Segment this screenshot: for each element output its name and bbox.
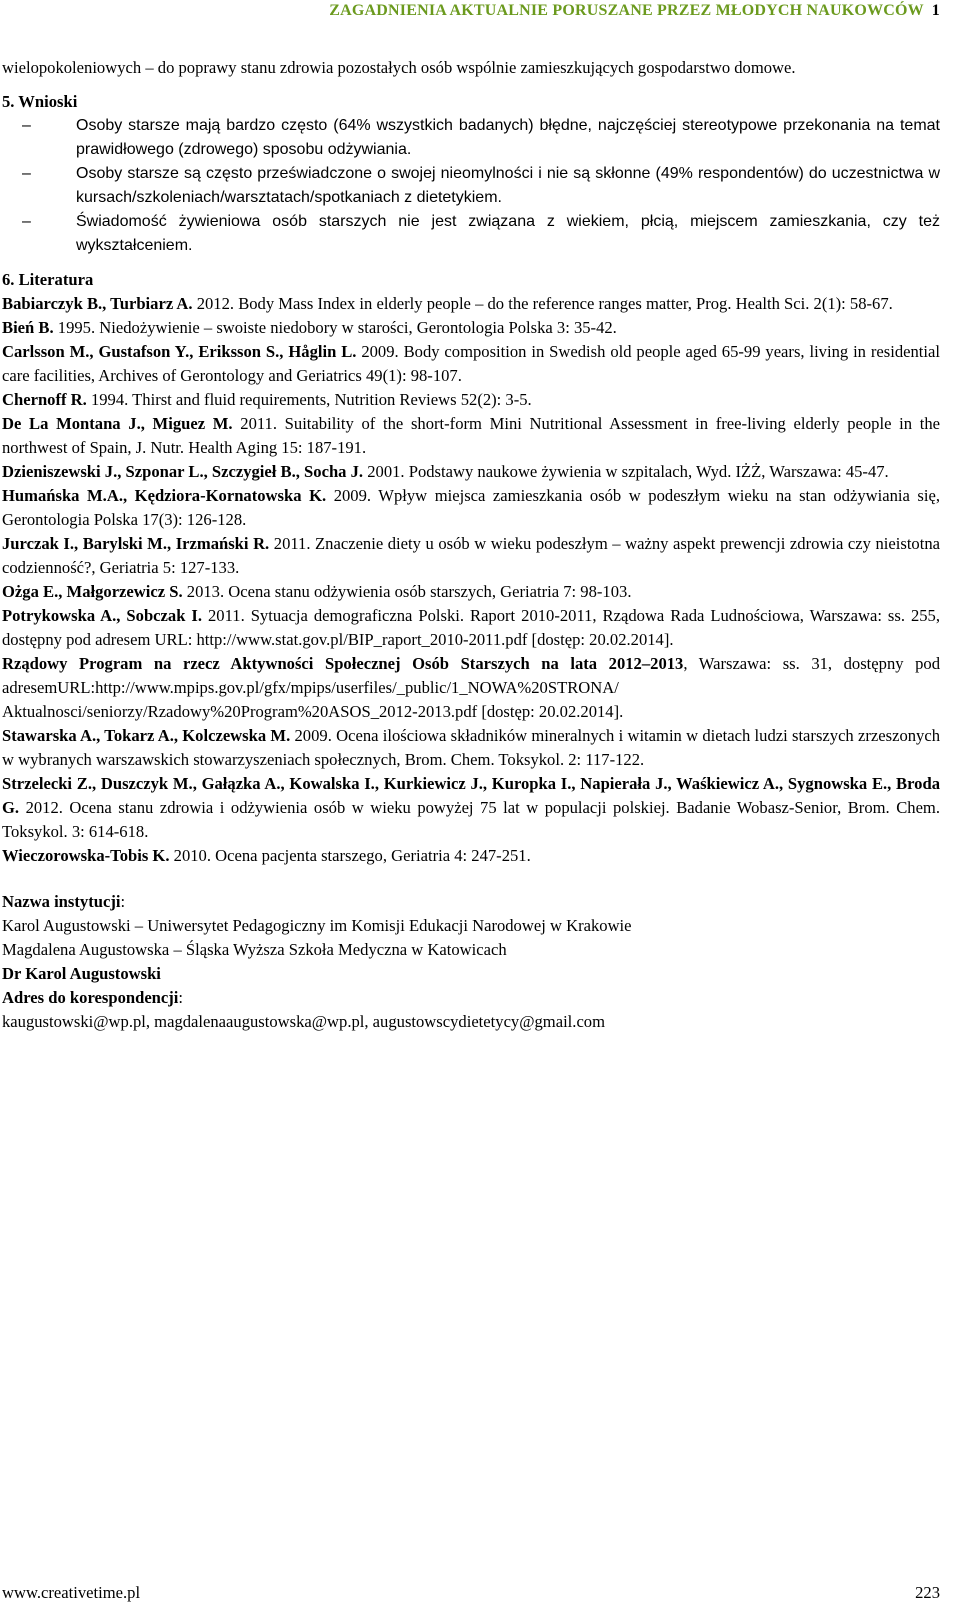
- journal-title: ZAGADNIENIA AKTUALNIE PORUSZANE PRZEZ MŁODYCH NAUKOWCÓW: [329, 2, 924, 19]
- reference-item: Ożga E., Małgorzewicz S. 2013. Ocena stanu odżywienia osób starszych, Geriatria 7: 98-103.: [2, 582, 632, 601]
- corresponding-author: Dr Karol Augustowski: [2, 964, 161, 983]
- reference-item: Jurczak I., Barylski M., Irzmański R. 2011. Znaczenie diety u osób w wieku podeszłym – ważny aspekt prewencji zdrowia czy nieistotna codzienność?, Geriatria 5: 127-133.: [2, 534, 941, 577]
- conclusions-list: [2, 114, 940, 258]
- institution-line: Karol Augustowski – Uniwersytet Pedagogiczny im Komisji Edukacji Narodowej w Krakowie: [2, 916, 632, 935]
- institution-line: Magdalena Augustowska – Śląska Wyższa Szkoła Medyczna w Katowicach: [2, 940, 507, 959]
- reference-item: Wieczorowska-Tobis K. 2010. Ocena pacjenta starszego, Geriatria 4: 247-251.: [2, 846, 531, 865]
- dash-bullet-icon: –: [22, 117, 31, 134]
- reference-item: Stawarska A., Tokarz A., Kolczewska M. 2009. Ocena ilościowa składników mineralnych i witamin w dietach ludzi starszych zrzeszonych w wybranych warszawskich stowarzyszeniach społecznych, Brom. Chem. Toksykol. 2: 117-122.: [2, 726, 940, 769]
- reference-item: Humańska M.A., Kędziora-Kornatowska K. 2009. Wpływ miejsca zamieszkania osób w podeszłym wieku na stan odżywiania się, Gerontologia Polska 17(3): 126-128.: [2, 486, 940, 529]
- literature-heading: 6. Literatura: [2, 270, 94, 289]
- dash-bullet-icon: –: [22, 165, 31, 182]
- reference-item: Chernoff R. 1994. Thirst and fluid requirements, Nutrition Reviews 52(2): 3-5.: [2, 390, 532, 409]
- footer-website[interactable]: www.creativetime.pl: [2, 1583, 141, 1602]
- reference-list: [2, 292, 940, 868]
- reference-item: Rządowy Program na rzecz Aktywności Społecznej Osób Starszych na lata 2012–2013, Warszawa: ss. 31, dostępny pod adresemURL:http://www.mpips.gov.pl/gfx/mpips/userfiles/_public/1_NOWA%20STRONA/ Aktualnosci/seniorzy/Rzadowy%20Program%20ASOS_2012-2013.pdf [dostęp: 20.02.2014].: [2, 654, 941, 721]
- intro-paragraph: wielopokoleniowych – do poprawy stanu zdrowia pozostałych osób wspólnie zamieszkujących gospodarstwo domowe.: [2, 58, 796, 77]
- reference-item: Potrykowska A., Sobczak I. 2011. Sytuacja demograficzna Polski. Raport 2010-2011, Rządowa Rada Ludnościowa, Warszawa: ss. 255, dostępny pod adresem URL: http://www.stat.gov.pl/BIP_raport_2010-2011.pdf [dostęp: 20.02.2014].: [2, 606, 940, 649]
- page-body: [2, 56, 940, 1034]
- reference-item: Babiarczyk B., Turbiarz A. 2012. Body Mass Index in elderly people – do the reference ranges matter, Prog. Health Sci. 2(1): 58-67.: [2, 294, 893, 313]
- volume-number: 1: [931, 2, 940, 19]
- correspondence-label: Adres do korespondencji: [2, 988, 179, 1007]
- conclusion-item: – Świadomość żywieniowa osób starszych nie jest związana z wiekiem, płcią, miejscem zamieszkania, czy też wykształceniem.: [2, 210, 940, 258]
- institution-label: Nazwa instytucji: [2, 892, 121, 911]
- conclusions-heading: 5. Wnioski: [2, 92, 78, 111]
- reference-item: Dzieniszewski J., Szponar L., Szczygieł B., Socha J. 2001. Podstawy naukowe żywienia w szpitalach, Wyd. IŻŻ, Warszawa: 45-47.: [2, 462, 889, 481]
- reference-item: De La Montana J., Miguez M. 2011. Suitability of the short-form Mini Nutritional Assessment in free-living elderly people in the northwest of Spain, J. Nutr. Health Aging 15: 187-191.: [2, 414, 940, 457]
- conclusion-item: – Osoby starsze są często przeświadczone o swojej nieomylności i nie są skłonne (49% respondentów) do uczestnictwa w kursach/szkoleniach/warsztatach/spotkaniach z dietetykiem.: [2, 162, 940, 210]
- reference-item: Bień B. 1995. Niedożywienie – swoiste niedobory w starości, Gerontologia Polska 3: 35-42.: [2, 318, 617, 337]
- page-number: 223: [915, 1583, 940, 1602]
- reference-item: Strzelecki Z., Duszczyk M., Gałązka A., Kowalska I., Kurkiewicz J., Kuropka I., Napierała J., Waśkiewicz A., Sygnowska E., Broda G. 2012. Ocena stanu zdrowia i odżywienia osób w wieku powyżej 75 lat w populacji polskiej. Badanie Wobasz-Senior, Brom. Chem. Toksykol. 3: 614-618.: [2, 774, 940, 841]
- institution-block: Nazwa instytucji: Karol Augustowski – Uniwersytet Pedagogiczny im Komisji Edukacji Narodowej w Krakowie Magdalena Augustowska – Śląska Wyższa Szkoła Medyczna w Katowicach Dr Karol Augustowski Adres do korespondencji: kaugustowski@wp.pl, magdalenaaugustowska@wp.pl, augustowscydietetycy@gmail.com: [2, 890, 940, 1034]
- conclusion-item: – Osoby starsze mają bardzo często (64% wszystkich badanych) błędne, najczęściej stereotypowe przekonania na temat prawidłowego (zdrowego) sposobu odżywiania.: [2, 114, 940, 162]
- dash-bullet-icon: –: [22, 213, 31, 230]
- reference-item: Carlsson M., Gustafson Y., Eriksson S., Håglin L. 2009. Body composition in Swedish old people aged 65-99 years, living in residential care facilities, Archives of Gerontology and Geriatrics 49(1): 98-107.: [2, 342, 940, 385]
- running-header: [329, 2, 940, 20]
- email-addresses[interactable]: kaugustowski@wp.pl, magdalenaaugustowska@wp.pl, augustowscydietetycy@gmail.com: [2, 1012, 606, 1031]
